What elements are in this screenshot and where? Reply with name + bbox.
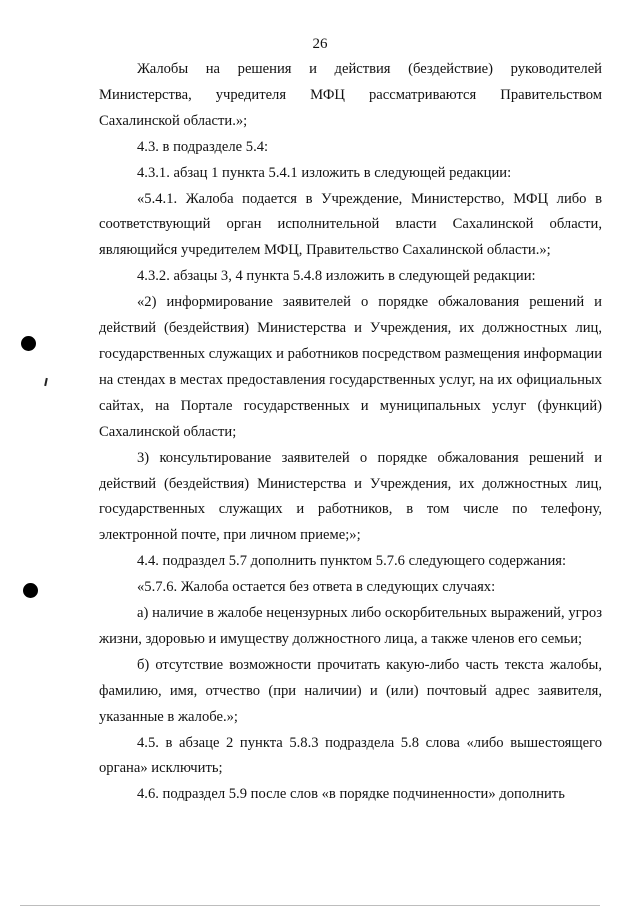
paragraph: а) наличие в жалобе нецензурных либо оскорбительных выражений, угроз жизни, здоровью и имуществу должностного лица, а также членов его семьи; <box>99 605 602 647</box>
paragraph: 4.3.2. абзацы 3, 4 пункта 5.4.8 изложить в следующей редакции: <box>137 268 536 285</box>
paragraph: 4.3. в подразделе 5.4: <box>137 138 269 155</box>
punch-hole-top <box>21 336 36 351</box>
paragraph: 4.4. подраздел 5.7 дополнить пунктом 5.7.6 следующего содержания: <box>137 553 567 570</box>
paragraph: «5.4.1. Жалоба подается в Учреждение, Министерство, МФЦ либо в соответствующий орган исполнительной власти Сахалинской области, являющийся учредителем МФЦ, Правительство Сахалинской области.»; <box>99 190 602 259</box>
page-number: 26 <box>312 36 328 52</box>
paragraph: 4.3.1. абзац 1 пункта 5.4.1 изложить в следующей редакции: <box>137 164 512 181</box>
paragraph: «2) информирование заявителей о порядке обжалования решений и действий (бездействия) Министерства и Учреждения, их должностных лиц, государственных служащих и работников посредством размещения информации на стендах в местах предоставления государственных услуг, на их официальных сайтах, на Портале государственных и муниципальных услуг (функций) Сахалинской области; <box>99 294 602 440</box>
paragraph: Жалобы на решения и действия (бездействие) руководителей Министерства, учредителя МФЦ рассматриваются Правительством Сахалинской области.»; <box>99 61 602 129</box>
document-body <box>99 57 602 808</box>
punch-hole-bottom <box>23 583 38 598</box>
scan-speck <box>44 378 48 386</box>
paragraph: 4.6. подраздел 5.9 после слов «в порядке подчиненности» дополнить <box>137 786 565 803</box>
paragraph: 3) консультирование заявителей о порядке обжалования решений и действий (бездействия) Министерства и Учреждения, их должностных лиц, государственных служащих и работников, в том числе по телефону, электронной почте, при личном приеме;»; <box>99 449 602 544</box>
scan-edge-line <box>20 905 600 906</box>
paragraph: 4.5. в абзаце 2 пункта 5.8.3 подраздела 5.8 слова «либо вышестоящего органа» исключить; <box>99 734 602 777</box>
paragraph: «5.7.6. Жалоба остается без ответа в следующих случаях: <box>137 579 496 596</box>
paragraph: б) отсутствие возможности прочитать какую-либо часть текста жалобы, фамилию, имя, отчество (при наличии) и (или) почтовый адрес заявителя, указанные в жалобе.»; <box>99 656 602 725</box>
